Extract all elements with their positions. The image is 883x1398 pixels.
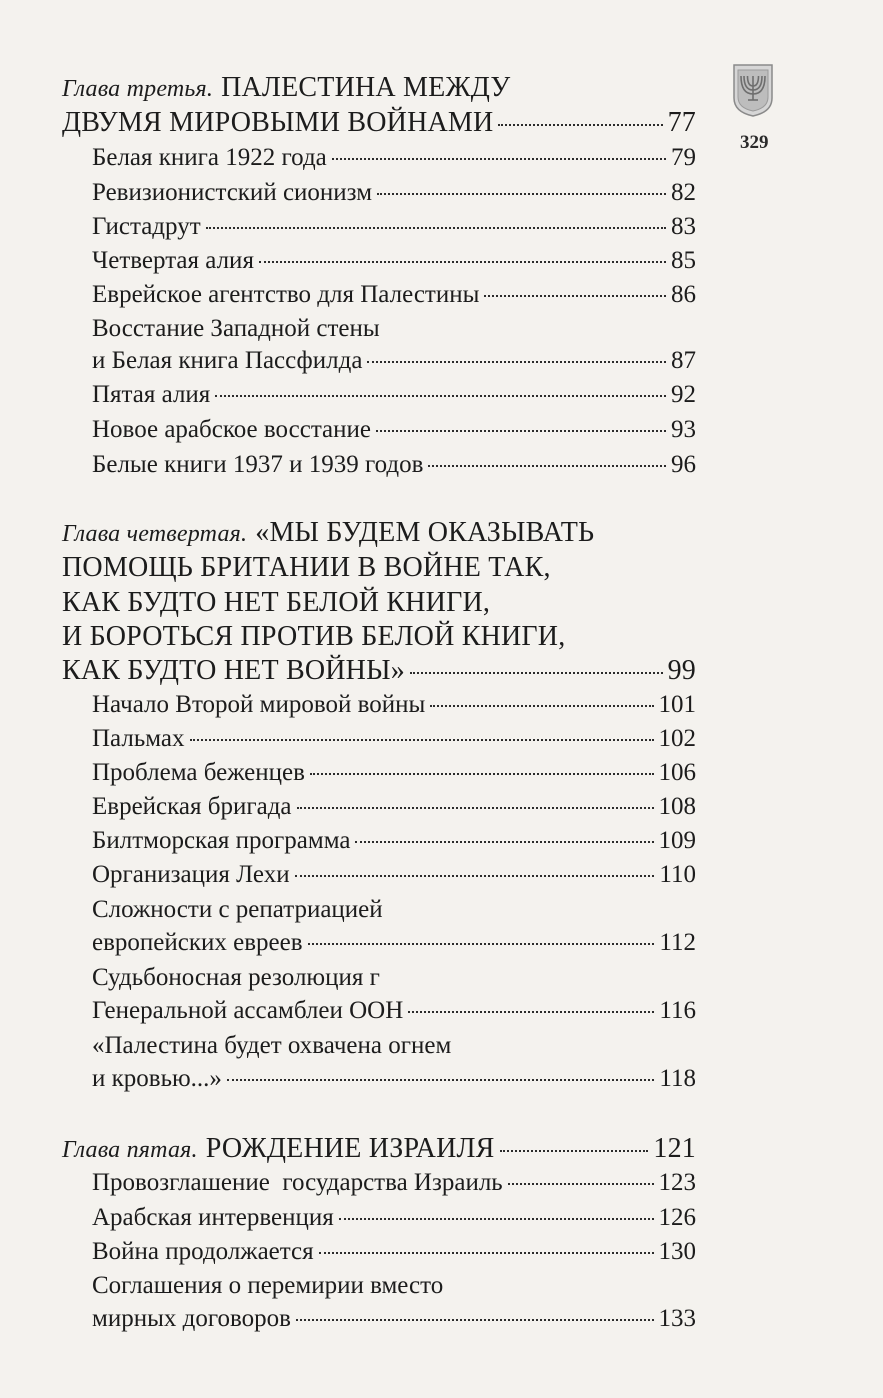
- chapter-3-heading: [62, 73, 696, 104]
- toc-entry: [62, 1304, 696, 1334]
- dot-leader: [367, 361, 666, 363]
- dot-leader: [308, 943, 655, 945]
- dot-leader: [498, 124, 662, 126]
- entry-text: Ревизионистский сионизм: [92, 179, 373, 206]
- page-ref: 126: [658, 1204, 696, 1231]
- dot-leader: [332, 158, 666, 160]
- page-ref: 121: [653, 1133, 696, 1164]
- page-ref: 79: [671, 144, 696, 171]
- entry-text: Генеральной ассамблеи ООН: [92, 997, 404, 1024]
- dot-leader: [428, 465, 666, 467]
- toc-entry: [62, 178, 696, 208]
- toc-entry: [62, 450, 696, 480]
- toc-entry: [62, 380, 696, 410]
- dot-leader: [190, 739, 654, 741]
- chapter-label: Глава третья.: [62, 76, 214, 102]
- dot-leader: [377, 193, 666, 195]
- entry-text: Начало Второй мировой войны: [92, 691, 426, 718]
- toc-entry-line: [62, 895, 696, 925]
- entry-text: Организация Лехи: [92, 861, 290, 888]
- page-ref: 112: [659, 929, 696, 956]
- dot-leader: [227, 1079, 655, 1081]
- page-ref: 85: [671, 247, 696, 274]
- dot-leader: [206, 227, 666, 229]
- dot-leader: [430, 705, 653, 707]
- toc-entry: [62, 724, 696, 754]
- entry-text: Билтморская программа: [92, 827, 351, 854]
- entry-text: Пятая алия: [92, 381, 211, 408]
- dot-leader: [355, 841, 653, 843]
- chapter-title: ПАЛЕСТИНА МЕЖДУ: [221, 72, 511, 103]
- chapter-label: Глава четвертая.: [62, 521, 248, 547]
- dot-leader: [215, 395, 666, 397]
- entry-text: «Палестина будет охвачена огнем: [92, 1032, 452, 1059]
- toc-entry: [62, 792, 696, 822]
- page-ref: 118: [659, 1065, 696, 1092]
- toc-entry-line: [62, 963, 696, 993]
- page-ref: 99: [667, 655, 696, 686]
- chapter-title: ДВУМЯ МИРОВЫМИ ВОЙНАМИ: [62, 107, 494, 138]
- entry-text: Судьбоносная резолюция г: [92, 964, 380, 991]
- page-ref: 83: [671, 213, 696, 240]
- entry-text: Белые книги 1937 и 1939 годов: [92, 451, 424, 478]
- entry-text: Арабская интервенция: [92, 1204, 334, 1231]
- page-ref: 133: [658, 1305, 696, 1332]
- toc-entry: [62, 1168, 696, 1198]
- toc-entry: [62, 415, 696, 445]
- page-ref: 108: [658, 793, 696, 820]
- toc-entry: [62, 280, 696, 310]
- chapter-title-line: [62, 553, 696, 583]
- toc-entry: [62, 690, 696, 720]
- entry-text: Белая книга 1922 года: [92, 144, 327, 171]
- page-ref: 110: [659, 861, 696, 888]
- dot-leader: [297, 807, 654, 809]
- toc-entry: [62, 656, 696, 686]
- entry-text: Проблема беженцев: [92, 759, 305, 786]
- dot-leader: [508, 1183, 654, 1185]
- toc-entry: [62, 996, 696, 1026]
- entry-text: Пальмах: [92, 725, 185, 752]
- dot-leader: [376, 430, 666, 432]
- page-ref: 106: [658, 759, 696, 786]
- page-ref: 92: [671, 381, 696, 408]
- entry-text: Соглашения о перемирии вместо: [92, 1272, 444, 1299]
- toc-entry: [62, 143, 696, 173]
- chapter-title: И БОРОТЬСЯ ПРОТИВ БЕЛОЙ КНИГИ,: [62, 621, 566, 652]
- toc-entry: [62, 108, 696, 138]
- toc-entry: [62, 928, 696, 958]
- dot-leader: [410, 672, 663, 674]
- page-ref: 86: [671, 281, 696, 308]
- entry-text: Четвертая алия: [92, 247, 254, 274]
- dot-leader: [339, 1218, 654, 1220]
- toc-entry: [62, 860, 696, 890]
- chapter-title: КАК БУДТО НЕТ ВОЙНЫ»: [62, 655, 405, 686]
- entry-text: и Белая книга Пассфилда: [92, 347, 363, 374]
- chapter-label: Глава пятая.: [62, 1137, 198, 1163]
- entry-text: Сложности с репатриацией: [92, 896, 383, 923]
- dot-leader: [484, 295, 666, 297]
- toc-entry-line: [62, 1271, 696, 1301]
- entry-text: Гистадрут: [92, 213, 201, 240]
- toc-entry: [62, 1064, 696, 1094]
- dot-leader: [259, 261, 666, 263]
- page-ref: 93: [671, 416, 696, 443]
- chapter-title: «МЫ БУДЕМ ОКАЗЫВАТЬ: [255, 517, 595, 548]
- toc-entry-line: [62, 314, 696, 344]
- page-ref: 130: [658, 1238, 696, 1265]
- toc-entry: [62, 1237, 696, 1267]
- toc-entry: [62, 826, 696, 856]
- page-ref: 96: [671, 451, 696, 478]
- chapter-title: ПОМОЩЬ БРИТАНИИ В ВОЙНЕ ТАК,: [62, 552, 551, 583]
- entry-text: Восстание Западной стены: [92, 315, 380, 342]
- dot-leader: [310, 773, 654, 775]
- chapter-4-heading: [62, 518, 696, 549]
- entry-text: мирных договоров: [92, 1305, 291, 1332]
- entry-text: Еврейское агентство для Палестины: [92, 281, 480, 308]
- chapter-5-heading: [62, 1134, 696, 1165]
- entry-text: Война продолжается: [92, 1238, 314, 1265]
- dot-leader: [408, 1011, 654, 1013]
- page-ref: 116: [659, 997, 696, 1024]
- chapter-title-line: [62, 588, 696, 618]
- dot-leader: [319, 1252, 654, 1254]
- page-ref: 82: [671, 179, 696, 206]
- toc-entry-line: [62, 1031, 696, 1061]
- toc-entry: [62, 346, 696, 376]
- entry-text: европейских евреев: [92, 929, 303, 956]
- dot-leader: [296, 1319, 654, 1321]
- toc-entry: [62, 246, 696, 276]
- entry-text: Еврейская бригада: [92, 793, 292, 820]
- page-ref: 102: [658, 725, 696, 752]
- page-ref: 77: [667, 107, 696, 138]
- chapter-title: КАК БУДТО НЕТ БЕЛОЙ КНИГИ,: [62, 587, 491, 618]
- page-ref: 101: [658, 691, 696, 718]
- dot-leader: [500, 1150, 649, 1152]
- entry-text: Провозглашение государства Израиль: [92, 1169, 503, 1196]
- page-ref: 123: [658, 1169, 696, 1196]
- toc-entry: [62, 212, 696, 242]
- entry-text: Новое арабское восстание: [92, 416, 372, 443]
- chapter-title: РОЖДЕНИЕ ИЗРАИЛЯ: [205, 1133, 495, 1164]
- menorah-emblem-icon: [731, 62, 775, 118]
- dot-leader: [295, 875, 655, 877]
- page-ref: 87: [671, 347, 696, 374]
- page-ref: 109: [658, 827, 696, 854]
- toc-entry: [62, 758, 696, 788]
- chapter-title-line: [62, 622, 696, 652]
- entry-text: и кровью...»: [92, 1065, 222, 1092]
- toc-entry: [62, 1203, 696, 1233]
- page-number: 329: [740, 132, 769, 153]
